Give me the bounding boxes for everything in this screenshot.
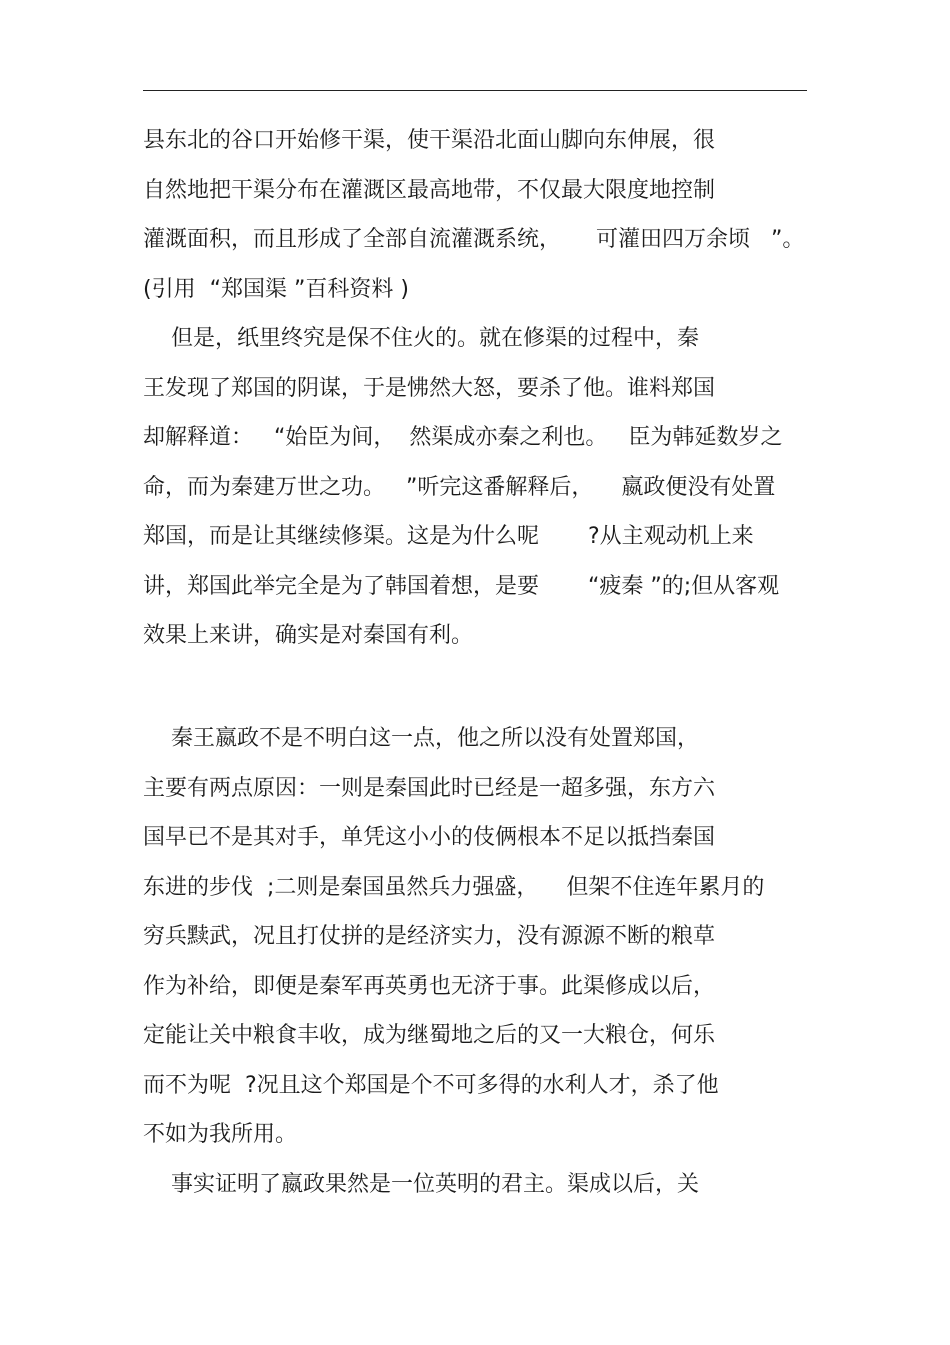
text-line: 秦王嬴政不是不明白这一点，他之所以没有处置郑国， bbox=[143, 726, 699, 751]
text-line: (引用 “郑国渠 ”百科资料 ) bbox=[143, 276, 409, 302]
text-line: 定能让关中粮食丰收，成为继蜀地之后的又一大粮仓，何乐 bbox=[143, 1023, 716, 1048]
text-line: 国早已不是其对手，单凭这小小的伎俩根本不足以抵挡秦国 bbox=[143, 825, 716, 850]
text-line: 自然地把干渠分布在灌溉区最高地带，不仅最大限度地控制 bbox=[143, 177, 716, 203]
text-line: 效果上来讲，确实是对秦国有利。 bbox=[143, 623, 474, 648]
text-line: 主要有两点原因：一则是秦国此时已经是一超多强，东方六 bbox=[143, 775, 716, 801]
text-line: 县东北的谷口开始修干渠，使干渠沿北面山脚向东伸展，很 bbox=[143, 128, 716, 153]
text-line: 作为补给，即便是秦军再英勇也无济于事。此渠修成以后， bbox=[143, 973, 716, 999]
text-line: 事实证明了嬴政果然是一位英明的君主。渠成以后，关 bbox=[143, 1171, 699, 1197]
text-block-1 bbox=[143, 116, 823, 661]
text-line: 灌溉面积，而且形成了全部自流灌溉系统， 可灌田四万余顷 ”。 bbox=[143, 227, 805, 252]
text-line: 王发现了郑国的阴谋，于是怫然大怒，要杀了他。谁料郑国 bbox=[143, 375, 716, 401]
text-line: 讲，郑国此举完全是为了韩国着想，是要 “疲秦 ”的;但从客观 bbox=[143, 573, 780, 599]
text-line: 却解释道： “始臣为间， 然渠成亦秦之利也。 臣为韩延数岁之 bbox=[143, 425, 783, 450]
header-rule bbox=[143, 90, 807, 91]
text-line: 郑国，而是让其继续修渠。这是为什么呢 ?从主观动机上来 bbox=[143, 524, 754, 549]
text-block-2 bbox=[143, 714, 823, 1209]
text-line: 命，而为秦建万世之功。 ”听完这番解释后， 嬴政便没有处置 bbox=[143, 474, 776, 500]
text-line: 而不为呢 ?况且这个郑国是个不可多得的水利人才，杀了他 bbox=[143, 1072, 719, 1098]
text-line: 东进的步伐 ;二则是秦国虽然兵力强盛， 但架不住连年累月的 bbox=[143, 874, 765, 900]
text-line: 但是，纸里终究是保不住火的。就在修渠的过程中，秦 bbox=[143, 326, 699, 351]
text-line: 穷兵黩武，况且打仗拼的是经济实力，没有源源不断的粮草 bbox=[143, 924, 716, 949]
text-line: 不如为我所用。 bbox=[143, 1122, 298, 1147]
